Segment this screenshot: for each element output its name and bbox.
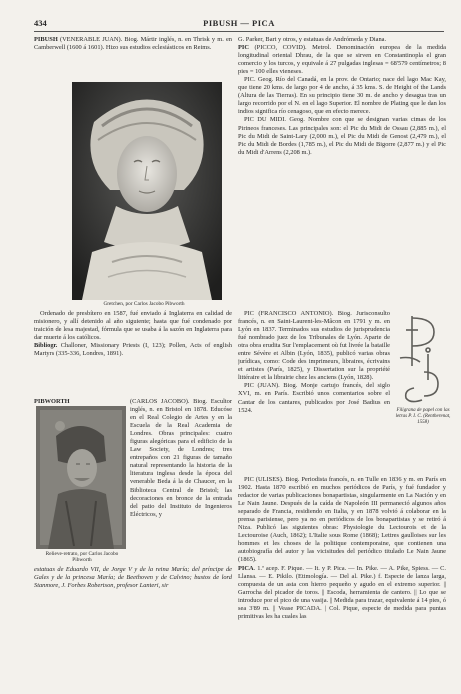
entry-pica: PICA. 1.ª acep. F. Pique. — It. y P. Pica. — In. Pike. — A. Pike, Spiess. — C. Llansa. — E. Pikilo. (Etimología. — Del al. Pike.) f. Especie de lanza larga, compuesta de un asta con hierro pequeño y agudo en el extremo superior. || Garrocha del picador de toros. || Escoda, herramienta de cantero. || Lo que se introduce por el pico de una vasija. || Medida para trazar, equivalente á 14 pies, ó sea 3'89 m. || Vease PICADA. | Col. Pique, especie de medida para puntas primitivas les ha cuales las bbox=[238, 564, 446, 620]
pibworth-line1: PIBWORTH bbox=[34, 398, 70, 405]
filigree-watermark-image bbox=[394, 310, 450, 405]
page-title: PIBUSH — PICA bbox=[203, 18, 275, 28]
portrait-bust-photo bbox=[72, 82, 222, 300]
page-header bbox=[34, 18, 444, 32]
left-column-narrow bbox=[130, 398, 232, 564]
entry-pic-geog: PIC. Geog. Río del Canadá, en la prov. de Ontario; nace del lago Mac Kay, que tiene 20 kms. de largo por 4 de ancho, á 35 kms. S. de Height of the Lands (Altura de las Tierras). En su principio tiene 30 m. de ancho y desagua tras un largo recorrido por el N. en el lago Superior. El nombre de Plating que le dan los indios significa río cenagoso, que en efecto merece. bbox=[238, 76, 446, 116]
left-column-mid bbox=[34, 310, 232, 398]
entry-pibworth-end: estatuas de Eduardo VII, de Jorge V y de la reina María; del príncipe de Gales y de la princesa María; de Beethoven y de Calvino; bustos de lord Stanmore, J. Forbes Robertson, profesor Lanteri, sir bbox=[34, 566, 232, 590]
photo-caption-relief: Relieve-retrato, por Carlos Jacobo Pibworth bbox=[45, 551, 119, 564]
entry-pic-francisco: PIC (FRANCISCO ANTONIO). Biog. Jurisconsulto francés, n. en Saint-Laurent-les-Mâcon en 1791 y m. en Lyón en 1837. Terminados sus estudios de jurisprudencia fué nombrado juez de los Tribunales de Lyón. Aparte de otra obra erudita Sur l'emplacement où fut livrée la bataille entre Sévère et Albin (Lyón, 1835), publicó varias obras jurídicas, como: Code des imprimeurs, libraires, écrivains et artistes (París, 1825), y Dissertation sur la propriété littéraire et la librairie chez les anciens (Lyón, 1828). bbox=[238, 310, 390, 382]
relief-portrait-photo bbox=[36, 406, 126, 549]
entry-pic-juan: PIC (JUAN). Biog. Monje cartujo francés, del siglo XVI, m. en París. Escribió unos comentarios sobre el Cantar de los cantares, publicados por José Badius en 1524. bbox=[238, 382, 390, 414]
entry-pic-ulises: PIC (ULISES). Biog. Periodista francés, n. en Tulle en 1836 y m. en París en 1902. Hasta 1870 escribió en muchos periódicos de París, y fué fundador y redactor de varias publicaciones bonapartistas, singularmente en La Nación y en Le Nain Jaune. Después de la caída de Napoleón III permaneció algunos años separado de Francia, residiendo en Italia, y en 1878 volvió á colaborar en la prensa parisiense, pero ya no en periódicos de los bonapartistas y se retiró á Niza. Publicó las siguientes obras: Physiologie du Lectourois et de la Lectouroise (Auch, 1862); L'Italie sous Rome (1868); Lettres gaulloises sur les hommes et les choses de la politique contemporaine, que contienen una autobiografía del autor y las vicisitudes del periódico titulado Le Nain Jaune (1865). bbox=[238, 476, 446, 564]
photo-caption-bust: Gretchen, por Carlos Jacobo Pibworth bbox=[103, 301, 185, 307]
left-column-top bbox=[34, 36, 232, 80]
right-column-narrow bbox=[238, 310, 390, 476]
entry-pibush-cont: Ordenado de presbítero en 1587, fué enviado á Inglaterra en calidad de misionero, y allí detenido al año siguiente; hasta que fué condenado por traición de lesa majestad, fórmula que se usaba á la sazón en Inglaterra para dar muerte á los católicos. bbox=[34, 310, 232, 342]
entry-pibworth: (CARLOS JACOBO). Biog. Escultor inglés, n. en Bristol en 1878. Educóse en el Real Colegio de Artes y en la Escuela de la Real Academia de Londres. Obras principales: cuatro figuras alegóricas para el edificio de la Law Society, de Londres; tres entrepaños con 21 figuras de tamaño natural representando la historia de la literatura inglesa desde la época del venerable Beda á la de Chaucer, en la Biblioteca Central de Bristol; las decoraciones en bronce de la entrada del patio del Instituto de Ingenieros Eléctricos, y bbox=[130, 398, 232, 518]
left-column-bottom bbox=[34, 566, 232, 622]
right-column-top bbox=[238, 36, 446, 310]
entry-bibliography: Bibliogr. Challoner, Missionary Priests (I, 123); Pollen, Acts of english Martyrs (335-336, Londres, 1891). bbox=[34, 342, 232, 358]
header-rule bbox=[34, 31, 444, 32]
right-column-bottom bbox=[238, 476, 446, 666]
filigree-caption: Filigrana de papel con las letras P. I. C. (Rentherenat, 1558) bbox=[395, 408, 451, 425]
entry-pibush: PIBUSH (VENERABLE JUAN). Biog. Mártir inglés, n. en Thrisk y m. en Camberwell (1600 á 1601). Hizo sus estudios eclesiásticos en Reims. bbox=[34, 36, 232, 52]
entry-pic-metrol: PIC (PICCO, COVID). Metrol. Denominación europea de la medida longitudinal oriental Dhrau, de la que se sirven en Constantinopla el gran comercio y los turcos, y equivale á 27 pulgadas inglesas = 68'579 centímetros; 8 pies = 100 elles vieneses. bbox=[238, 44, 446, 76]
entry-pic-du-midi: PIC DU MIDI. Geog. Nombre con que se designan varias cimas de los Pirineos franceses. Las principales son: el Pic du Midi de Ossau (2,885 m.), el Pic du Midi de Saint-Lary (2,000 m.), el Pic du Midi de Genost (2,479 m.), el Pic du Midi de Bordes (1,785 m.), el Pic du Midi de Bigorre (2,877 m.) y el Pic du Midi d'Arrens (2,208 m.). bbox=[238, 116, 446, 156]
entry-parker-cont: G. Parker, Bart y otros, y estatuas de Andrómeda y Diana. bbox=[238, 36, 387, 43]
page-number: 434 bbox=[34, 18, 47, 28]
